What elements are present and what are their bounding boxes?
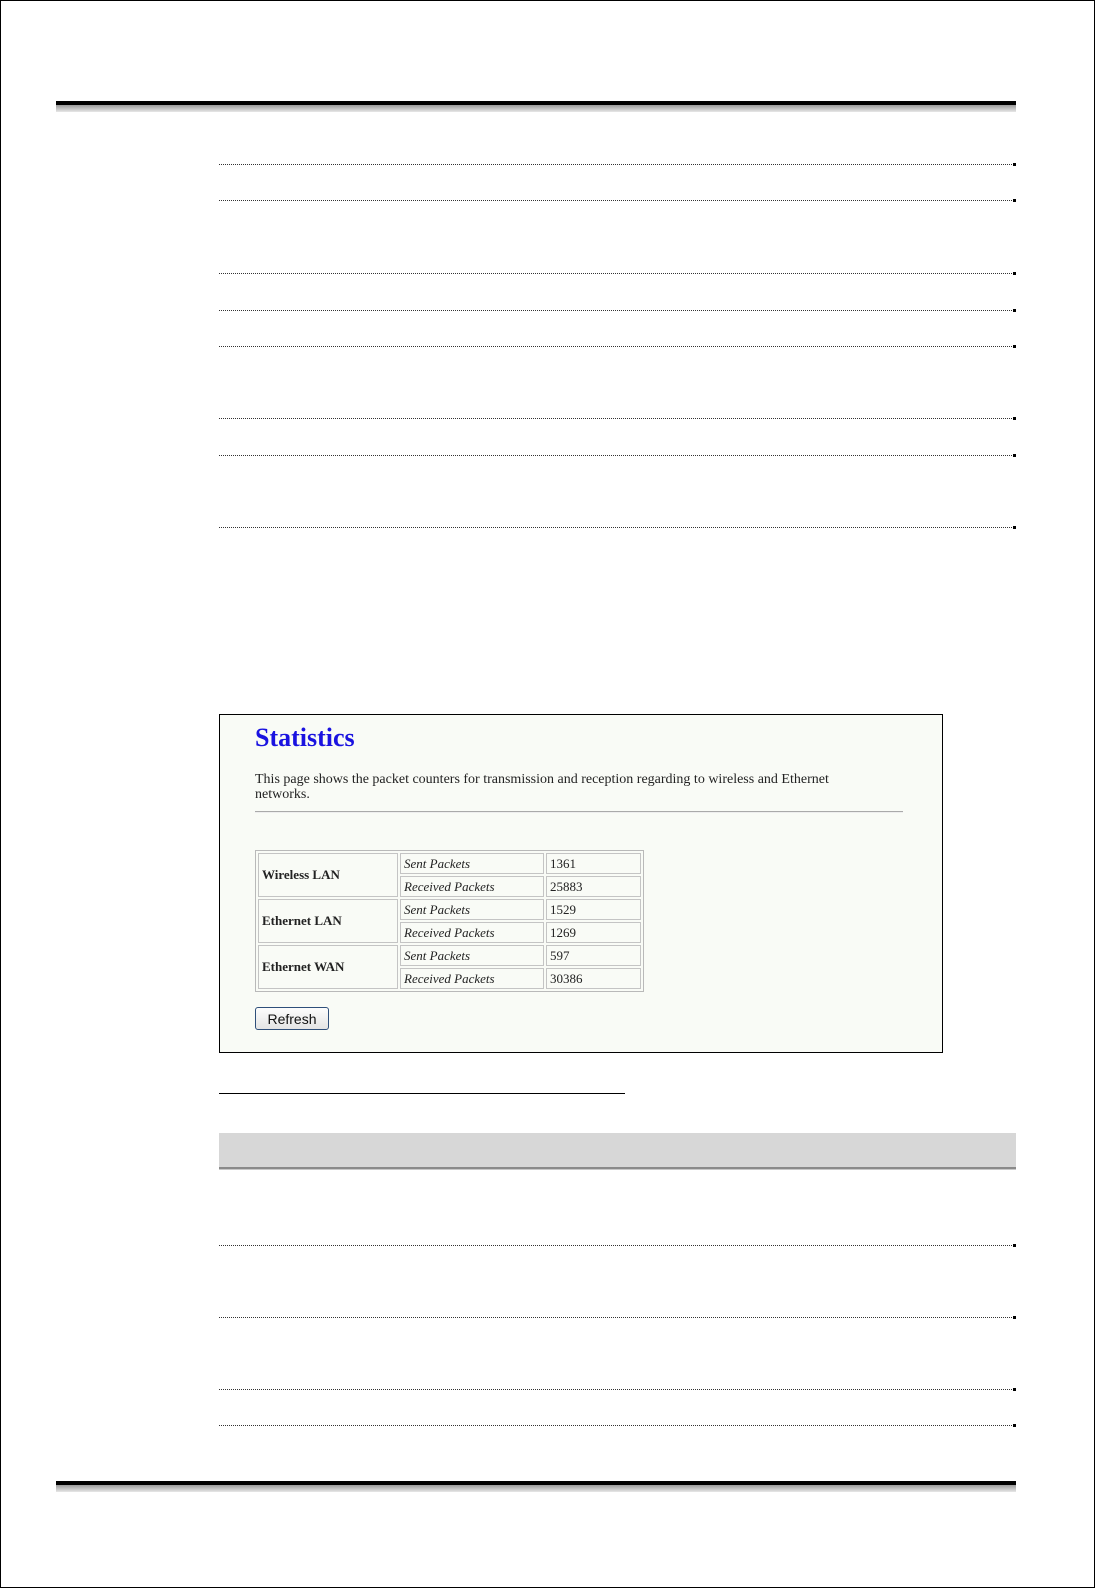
page-description: This page shows the packet counters for transmission and reception regarding to wireless and Ethernet networks.: [255, 772, 829, 802]
metric-value: 1529: [546, 899, 641, 920]
metric-label: Sent Packets: [400, 945, 544, 966]
table-divider: [219, 1389, 1014, 1390]
metric-label: Received Packets: [400, 968, 544, 989]
metric-label: Sent Packets: [400, 853, 544, 874]
interface-name: Ethernet LAN: [258, 899, 398, 943]
table-divider: [219, 310, 1014, 311]
table-divider: [219, 418, 1014, 419]
metric-value: 1361: [546, 853, 641, 874]
table-row: [258, 899, 641, 920]
table-divider: [219, 1317, 1014, 1318]
table-divider: [219, 527, 1014, 528]
table-divider: [219, 200, 1014, 201]
refresh-button[interactable]: Refresh: [255, 1007, 329, 1030]
metric-value: 1269: [546, 922, 641, 943]
interface-name: Ethernet WAN: [258, 945, 398, 989]
table-row: [258, 853, 641, 874]
table-row: [258, 945, 641, 966]
caption-underline: [219, 1093, 625, 1094]
metric-label: Sent Packets: [400, 899, 544, 920]
metric-label: Received Packets: [400, 922, 544, 943]
metric-value: 597: [546, 945, 641, 966]
interface-name: Wireless LAN: [258, 853, 398, 897]
footer-rule-shadow: [56, 1485, 1016, 1492]
page-title: Statistics: [255, 723, 355, 752]
table-divider: [219, 455, 1014, 456]
metric-label: Received Packets: [400, 876, 544, 897]
statistics-screenshot: [219, 714, 943, 1053]
table-divider: [219, 346, 1014, 347]
metric-value: 25883: [546, 876, 641, 897]
metric-value: 30386: [546, 968, 641, 989]
table-header-bar: [219, 1133, 1016, 1167]
statistics-table: [255, 850, 644, 992]
table-divider: [219, 1425, 1014, 1426]
table-divider: [219, 164, 1014, 165]
table-header-rule: [219, 1167, 1016, 1170]
table-divider: [219, 1245, 1014, 1246]
header-rule-shadow: [56, 105, 1016, 112]
table-divider: [219, 273, 1014, 274]
divider: [255, 811, 903, 813]
